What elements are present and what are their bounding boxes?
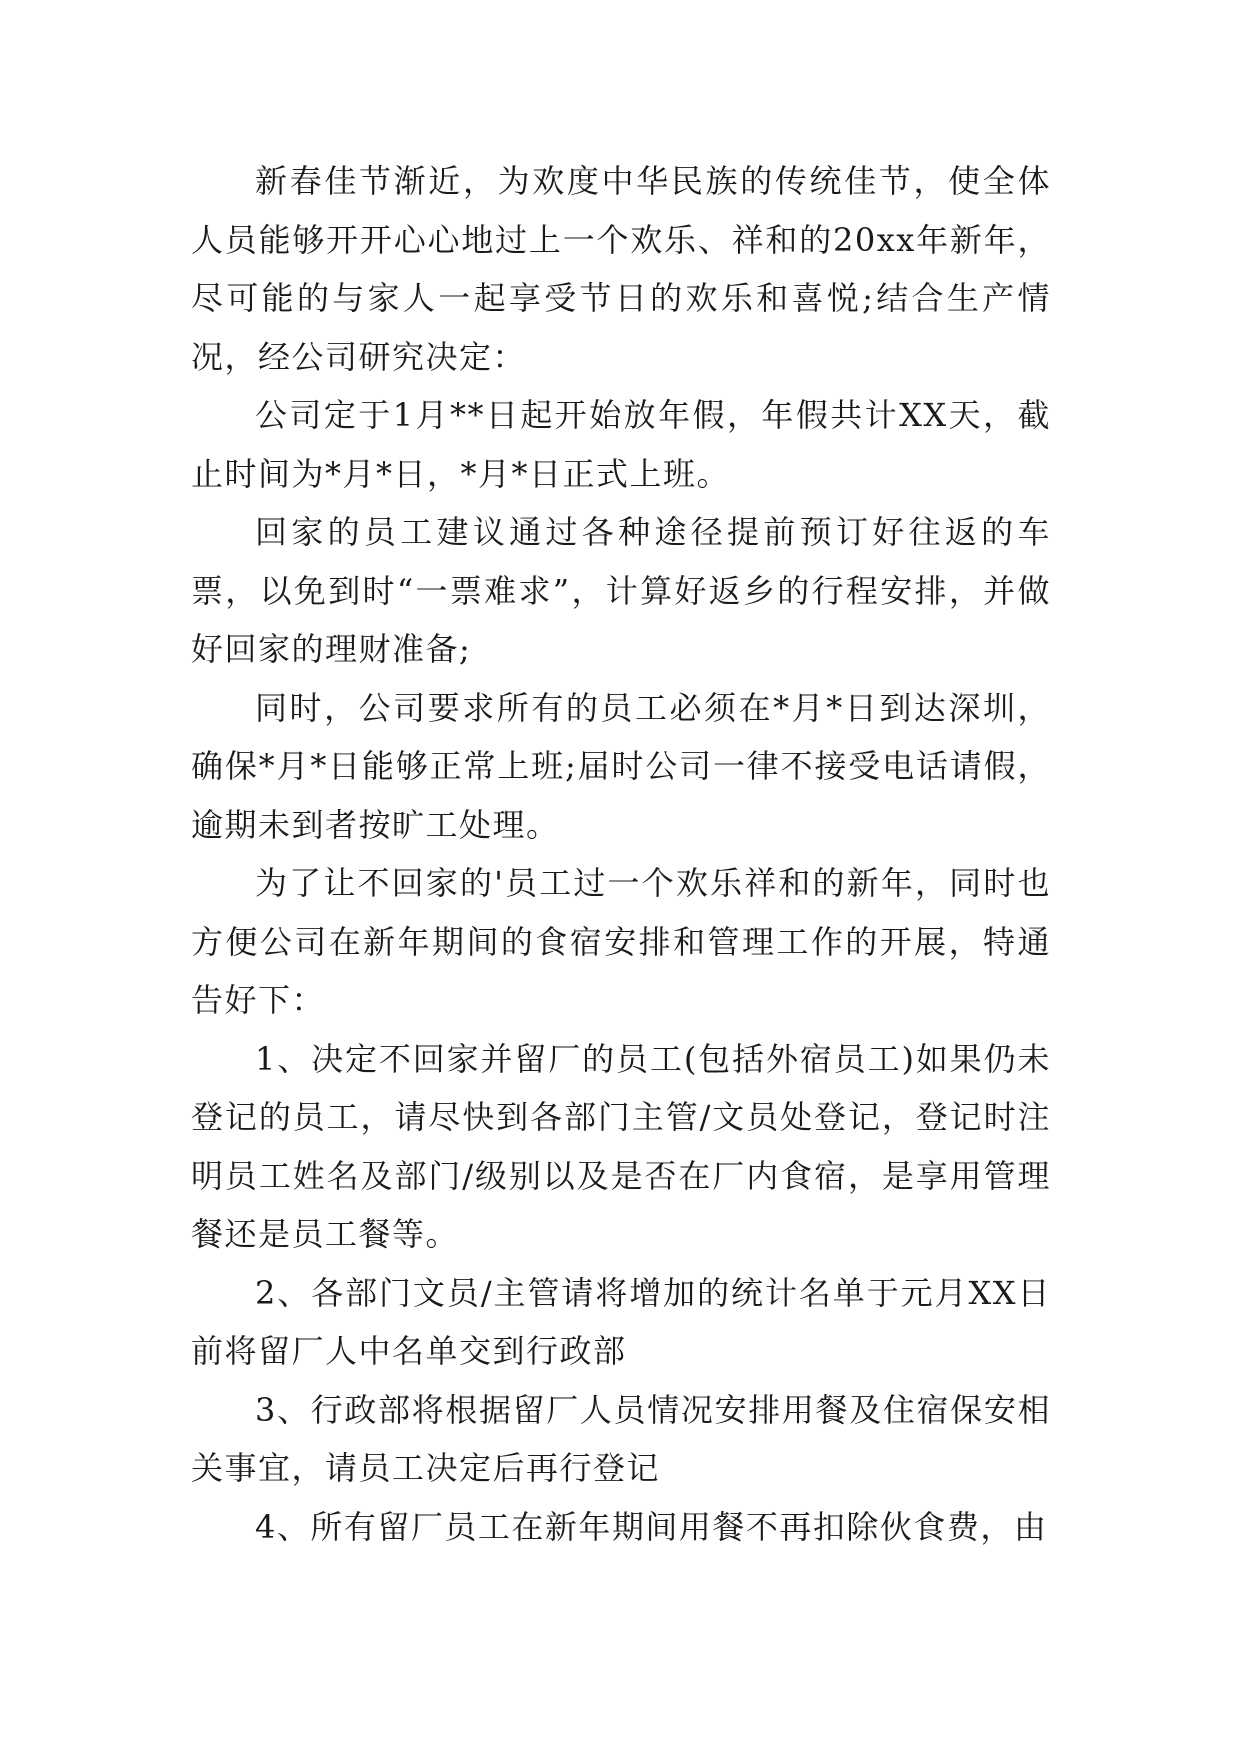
list-item-4: 4、所有留厂员工在新年期间用餐不再扣除伙食费，由 xyxy=(255,1507,1048,1546)
list-item-3: 3、行政部将根据留厂人员情况安排用餐及住宿保安相关事宜，请员工决定后再行登记 xyxy=(191,1390,1051,1487)
list-item-1: 1、决定不回家并留厂的员工(包括外宿员工)如果仍未登记的员工，请尽快到各部门主管/文员处登记，登记时注明员工姓名及部门/级别以及是否在厂内食宿，是享用管理餐还是员工餐等。 xyxy=(191,1039,1051,1253)
paragraph-notice-intro: 为了让不回家的'员工过一个欢乐祥和的新年，同时也方便公司在新年期间的食宿安排和管理工作的开展，特通告好下： xyxy=(191,864,1051,1019)
list-item-2: 2、各部门文员/主管请将增加的统计名单于元月XX日前将留厂人中名单交到行政部 xyxy=(191,1273,1051,1370)
paragraph-holiday-dates: 公司定于1月**日起开始放年假，年假共计XX天，截止时间为*月*日，*月*日正式上班。 xyxy=(191,396,1051,493)
paragraph-intro: 新春佳节渐近，为欢度中华民族的传统佳节，使全体人员能够开开心心地过上一个欢乐、祥和的20xx年新年，尽可能的与家人一起享受节日的欢乐和喜悦;结合生产情况，经公司研究决定： xyxy=(191,162,1051,376)
paragraph-travel-advice: 回家的员工建议通过各种途径提前预订好往返的车票，以免到时“一票难求”，计算好返乡的行程安排，并做好回家的理财准备; xyxy=(191,513,1051,668)
document-body xyxy=(191,152,1051,1556)
paragraph-return-requirement: 同时，公司要求所有的员工必须在*月*日到达深圳，确保*月*日能够正常上班;届时公司一律不接受电话请假，逾期未到者按旷工处理。 xyxy=(191,688,1051,844)
